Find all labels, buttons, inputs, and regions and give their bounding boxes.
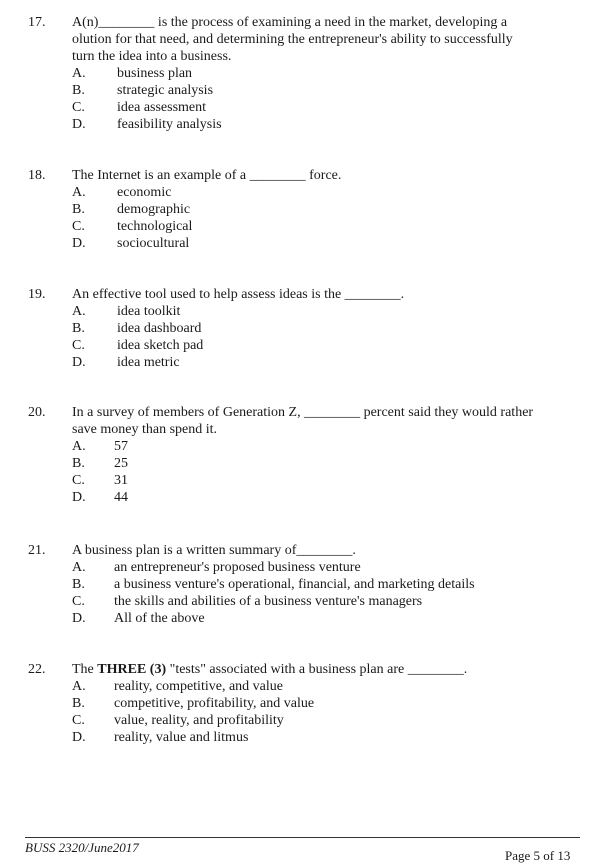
option-c: C. idea assessment — [72, 100, 207, 115]
option-b: B. demographic — [72, 202, 191, 217]
option-b: B. competitive, profitability, and value — [72, 696, 315, 711]
question-number: 21. — [28, 543, 46, 558]
emphasis-three: THREE (3) — [97, 662, 167, 677]
option-d: D. sociocultural — [72, 236, 190, 251]
option-c: C. the skills and abilities of a business venture's managers — [72, 594, 423, 609]
option-a: A. reality, competitive, and value — [72, 679, 283, 694]
option-b: B. strategic analysis — [72, 83, 214, 98]
question-number: 20. — [28, 405, 46, 420]
question-number: 18. — [28, 168, 46, 183]
option-b: B. idea dashboard — [72, 321, 202, 336]
footer-divider — [25, 837, 580, 838]
option-a: A. economic — [72, 185, 172, 200]
option-d: D. 44 — [72, 490, 128, 505]
option-d: D. reality, value and litmus — [72, 730, 249, 745]
question-number: 22. — [28, 662, 46, 677]
question-stem-line: A business plan is a written summary of________. — [72, 543, 356, 558]
question-stem-line: A(n)________ is the process of examining a need in the market, developing a — [72, 15, 508, 30]
option-c: C. technological — [72, 219, 193, 234]
question-stem-line: The THREE (3) "tests" associated with a business plan are ________. — [72, 662, 468, 677]
option-d: D. idea metric — [72, 355, 180, 370]
page-number: Page 5 of 13 — [505, 848, 571, 863]
option-a: A. idea toolkit — [72, 304, 181, 319]
question-stem-line: save money than spend it. — [72, 422, 218, 437]
question-stem-line: olution for that need, and determining the entrepreneur's ability to successfully — [72, 32, 513, 47]
question-number: 19. — [28, 287, 46, 302]
option-a: A. 57 — [72, 439, 128, 454]
course-code: BUSS 2320/June2017 — [25, 840, 139, 855]
question-stem-line: An effective tool used to help assess ideas is the ________. — [72, 287, 405, 302]
option-c: C. value, reality, and profitability — [72, 713, 284, 728]
option-d: D. All of the above — [72, 611, 205, 626]
option-a: A. business plan — [72, 66, 193, 81]
option-b: B. 25 — [72, 456, 128, 471]
question-stem-line: turn the idea into a business. — [72, 49, 232, 64]
option-a: A. an entrepreneur's proposed business venture — [72, 560, 361, 575]
option-c: C. idea sketch pad — [72, 338, 204, 353]
option-d: D. feasibility analysis — [72, 117, 222, 132]
option-c: C. 31 — [72, 473, 128, 488]
question-stem-line: In a survey of members of Generation Z, ________ percent said they would rather — [72, 405, 534, 420]
option-b: B. a business venture's operational, financial, and marketing details — [72, 577, 475, 592]
question-stem-line: The Internet is an example of a ________ force. — [72, 168, 342, 183]
question-number: 17. — [28, 15, 46, 30]
